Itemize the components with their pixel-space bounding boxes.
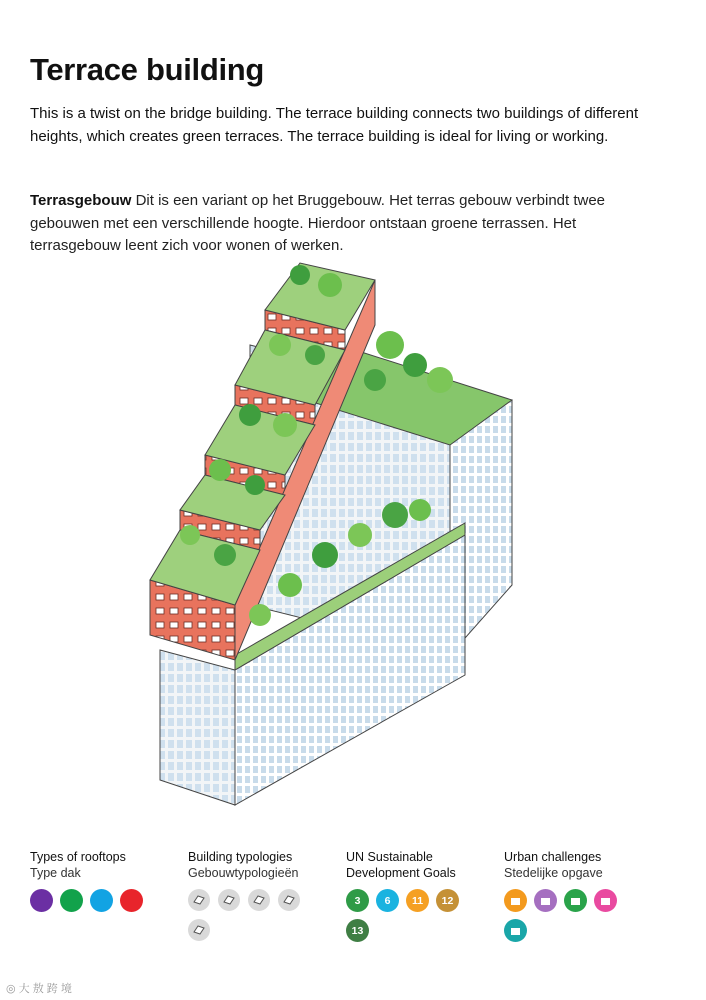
tower-typology-icon <box>188 919 210 941</box>
intro-dutch <box>30 190 670 258</box>
legend-typologies <box>188 849 299 881</box>
typologies-title: Building typologies <box>188 850 293 864</box>
rain-icon <box>504 919 527 942</box>
sdg-goal-badge: 12 <box>436 889 459 912</box>
terrace-building-illustration <box>140 255 530 815</box>
watermark-logo: ◎ 大 敖 跨 境 <box>6 983 72 995</box>
sdg-goal-badge: 13 <box>346 919 369 942</box>
legend-rooftops <box>30 849 126 881</box>
city-icon <box>504 889 527 912</box>
stepped-typology-icon <box>248 889 270 911</box>
community-icon <box>594 889 617 912</box>
sdg-goal-badge: 6 <box>376 889 399 912</box>
intro-dutch-text: Dit is een variant op het Bruggebouw. Het terras gebouw verbindt twee gebouwen met een verschillende hoogte. Hierdoor ontstaan groene terrassen. Het terrasgebouw leent zich voor wonen of werken. <box>30 192 606 254</box>
typologies-subtitle: Gebouwtypologieën <box>188 866 299 880</box>
challenges-title: Urban challenges <box>504 850 602 864</box>
sdg-goal-badge: 11 <box>406 889 429 912</box>
bridge-typology-icon <box>188 889 210 911</box>
rooftop-color-dot <box>90 889 113 912</box>
nature-icon <box>564 889 587 912</box>
rooftop-color-dot <box>120 889 143 912</box>
page-title: Terrace building <box>30 52 265 87</box>
intro-dutch-term: Terrasgebouw <box>30 192 132 209</box>
challenges-subtitle: Stedelijke opgave <box>504 866 603 880</box>
sdgs-title-2: Development Goals <box>346 866 456 880</box>
people-icon <box>534 889 557 912</box>
sdg-goal-badge: 3 <box>346 889 369 912</box>
rooftop-color-dot <box>60 889 83 912</box>
rooftops-subtitle: Type dak <box>30 866 81 880</box>
rooftops-title: Types of rooftops <box>30 850 126 864</box>
legend-challenges <box>504 849 603 881</box>
hexagon-typology-icon <box>278 889 300 911</box>
rooftop-color-dot <box>30 889 53 912</box>
sdgs-title: UN Sustainable <box>346 850 433 864</box>
legend-sdgs <box>346 849 456 937</box>
intro-english: This is a twist on the bridge building. The terrace building connects two buildings of different heights, which creates green terraces. The terrace building is ideal for living or working. <box>30 105 639 145</box>
block-typology-icon <box>218 889 240 911</box>
